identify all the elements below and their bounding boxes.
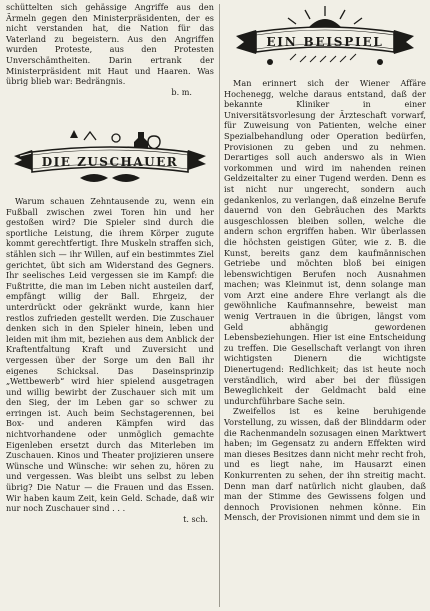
zuschauer-banner-illustration: [10, 126, 210, 190]
column-divider: [219, 4, 220, 607]
beispiel-paragraph-1: Man erinnert sich der Wiener Affäre Hochenegg, welche daraus entstand, daß der bekannte Kliniker in einer Universitätsvorlesung der Ärzteschaft vorwarf, für Zuweisung von Patienten, welche einer Spezialbehandlung oder Operation bedürfen, Provisionen zu geben und zu nehmen. Derartiges soll auch anderswo als in Wien vorkommen und wird im nahenden reinen Geldzeitalter zu einer Tugend werden. Denn es ist nicht nur ungerecht, sondern auch gedankenlos, zu verlangen, daß einzelne Berufe dauernd von den Gebräuchen des Markts ausgeschlossen bleiben sollen, welche die andern schon ergriffen haben. Wir überlassen die höchsten geistigen Güter, wie z. B. die Kunst, bereits ganz dem kaufmännischen Getriebe und möchten bloß bei einigen lebenswichtigen Berufen noch Ausnahmen machen; was Kleinmut ist, denn solange man vom Arzt eine andere Ehre verlangt als die gewöhnliche Kaufmannsehre, beweist man wenig Vertrauen in die übrigen, längst vom Geld abhängig gewordenen Lebensbeziehungen. Hier ist eine Entscheidung zu treffen. Die Gesellschaft verlangt von ihren wichtigsten Dienern die wichtigste Dienertugend: Redlichkeit; das ist heute noch verständlich, wird aber bei der flüssigen Beweglichkeit der Geldmacht bald eine undurchführbare Sache sein.: [224, 78, 426, 406]
beispiel-heading-emblem: [230, 4, 420, 72]
beispiel-heading-text: EIN BEISPIEL: [266, 35, 384, 49]
zuschauer-paragraph: Warum schauen Zehntausende zu, wenn ein Fußball zwischen zwei Toren hin und her gestoßen wird? Die Spieler sind durch die sportliche Leistung, die ihrem Körper zugute kommt gerechtfertigt. Ihre Muskeln straffen sich, stählen sich — ihr Willen, auf ein bestimmtes Ziel gerichtet, übt sich am Widerstand des Gegners. Ihr seelisches Leid vergessen sie im Kampf: die Fußtritte, die man im Leben nicht austeilen darf, empfängt willig der Ball. Ehrgeiz, der unterdrückt oder gekränkt wurde, kann hier restlos zufrieden gestellt werden. Die Zuschauer denken sich in den Spieler hinein, leben und leiden mit ihm mit, beziehen aus dem Anblick der Kraftentfaltung Kraft und Zuversicht und vergessen über der Sorge um den Ball ihr eigenes Schicksal. Das Daseinsprinzip „Wettbewerb“ wird hier spielend ausgetragen und willig bewirbt der Zuschauer sich mit um den Sieg, der im Leben gar so schwer zu erringen ist. Auch beim Sechstagerennen, bei Box- und anderen Kämpfen wird das nichtvorhandene oder unmöglich gemachte Eigenleben ersetzt durch das Miterleben im Zuschauen. Kinos und Theater projizieren unsere Wünsche und Wünsche: wir sehen zu, hören zu und vergessen. Was bleibt uns selbst zu leben übrig? Die Natur — die Frauen und das Essen. Wir haben kaum Zeit, kein Geld. Schade, daß wir nur noch Zuschauer sind . . .: [6, 196, 214, 514]
beispiel-article-body: [224, 78, 426, 523]
zuschauer-heading-emblem: [10, 126, 210, 190]
fragment-signature: b. m.: [171, 86, 192, 97]
zuschauer-heading-text: DIE ZUSCHAUER: [41, 155, 179, 169]
beispiel-banner-illustration: [230, 4, 420, 72]
zuschauer-signature: t. sch.: [183, 513, 208, 524]
beispiel-paragraph-2: Zweifellos ist es keine beruhigende Vorstellung, zu wissen, daß der Blinddarm oder die Rachenmandeln sozusagen einen Marktwert haben; im Gegensatz zu andern Effekten wird man dieses Besitzes dann nicht mehr recht froh, und es liegt nahe, im Hausarzt einen Konkurrenten zu sehen, der ihn streitig macht. Denn man darf natürlich nicht glauben, daß man der Stimme des Gewissens folgen und dennoch Provisionen nehmen könne. Ein Mensch, der Provisionen nimmt und dem sie in: [224, 406, 426, 523]
zuschauer-article-body: [6, 196, 214, 524]
fragment-text: schüttelten sich gehässige Angriffe aus den Ärmeln gegen den Ministerpräsidenten, der es nicht verstanden hat, die Nation für das Vaterland zu begeistern. Aus den Angriffen wurden Proteste, aus den Protesten Unverschämtheiten. Darin ertrank der Ministerpräsident mit Haut und Haaren. Was übrig blieb war: Bedrängnis.: [6, 2, 214, 87]
previous-article-fragment: [6, 2, 214, 97]
